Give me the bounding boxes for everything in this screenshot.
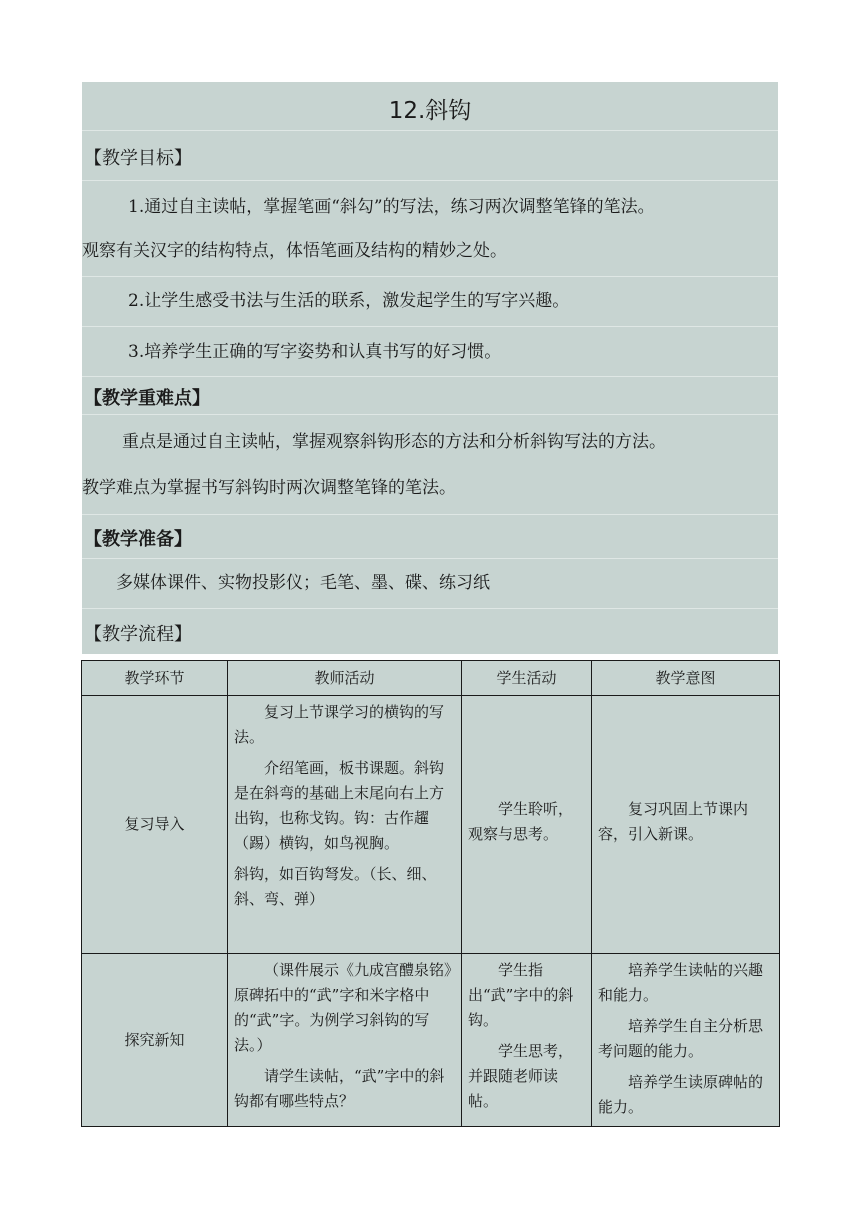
column-header: 教学意图 — [592, 661, 780, 696]
keypoints-heading: 【教学重难点】 — [84, 388, 210, 409]
goal-1-line2: 观察有关汉字的结构特点，体悟笔画及结构的精妙之处。 — [82, 241, 507, 261]
process-table — [81, 660, 780, 1127]
intent-text: 培养学生自主分析思考问题的能力。 — [598, 1017, 764, 1060]
divider — [82, 276, 778, 277]
intent-text: 复习巩固上节课内容，引入新课。 — [598, 799, 749, 843]
column-header: 教师活动 — [228, 661, 462, 696]
teacher-activity-text: 请学生读帖，“武”字中的斜钩都有哪些特点？ — [234, 1067, 445, 1110]
student-activity-text: 学生思考，并跟随老师读帖。 — [468, 1042, 574, 1110]
column-header: 教学环节 — [82, 661, 228, 696]
intent-text: 培养学生读原碑帖的能力。 — [598, 1073, 764, 1116]
goals-heading: 【教学目标】 — [84, 148, 192, 169]
table-row — [82, 696, 780, 954]
divider — [82, 608, 778, 609]
student-activity-text: 学生聆听，观察与思考。 — [468, 799, 574, 843]
divider — [82, 414, 778, 415]
student-activity-cell — [462, 696, 592, 954]
keypoints-line1: 重点是通过自主读帖，掌握观察斜钩形态的方法和分析斜钩写法的方法。 — [122, 432, 666, 452]
stage-cell: 探究新知 — [82, 954, 228, 1127]
goal-2: 2.让学生感受书法与生活的联系，激发起学生的写字兴趣。 — [128, 291, 570, 311]
divider — [82, 514, 778, 515]
stage-cell: 复习导入 — [82, 696, 228, 954]
teacher-activity-text: 介绍笔画，板书课题。斜钩是在斜弯的基础上末尾向右上方出钩，也称戈钩。钩：古作趯（踢）横钩，如鸟视胸。 — [234, 759, 445, 852]
process-heading: 【教学流程】 — [84, 624, 192, 645]
column-header: 学生活动 — [462, 661, 592, 696]
intent-cell — [592, 954, 780, 1127]
intent-cell — [592, 696, 780, 954]
divider — [82, 558, 778, 559]
keypoints-line2: 教学难点为掌握书写斜钩时两次调整笔锋的笔法。 — [82, 478, 456, 498]
teacher-activity-cell — [228, 696, 462, 954]
teacher-activity-text: 斜钩，如百钩弩发。（长、细、斜、弯、弹） — [234, 865, 437, 908]
divider — [82, 180, 778, 181]
student-activity-text: 学生指出“武”字中的斜钩。 — [468, 961, 574, 1029]
teacher-activity-text: （课件展示《九成宫醴泉铭》原碑拓中的“武”字和米字格中的“武”字。为例学习斜钩的写法。） — [234, 961, 452, 1054]
prep-text: 多媒体课件、实物投影仪；毛笔、墨、碟、练习纸 — [116, 573, 490, 593]
prep-heading: 【教学准备】 — [84, 529, 192, 550]
divider — [82, 376, 778, 377]
lesson-title: 12.斜钩 — [388, 98, 472, 124]
intent-text: 培养学生读帖的兴趣和能力。 — [598, 961, 764, 1004]
table-header-row — [82, 661, 780, 696]
teacher-activity-text: 复习上节课学习的横钩的写法。 — [234, 703, 445, 746]
goal-3: 3.培养学生正确的写字姿势和认真书写的好习惯。 — [128, 342, 502, 362]
table-row — [82, 954, 780, 1127]
teacher-activity-cell — [228, 954, 462, 1127]
divider — [82, 326, 778, 327]
student-activity-cell — [462, 954, 592, 1127]
lesson-info-panel — [82, 82, 778, 654]
goal-1-line1: 1.通过自主读帖，掌握笔画“斜勾”的写法，练习两次调整笔锋的笔法。 — [128, 197, 655, 217]
divider — [82, 130, 778, 131]
